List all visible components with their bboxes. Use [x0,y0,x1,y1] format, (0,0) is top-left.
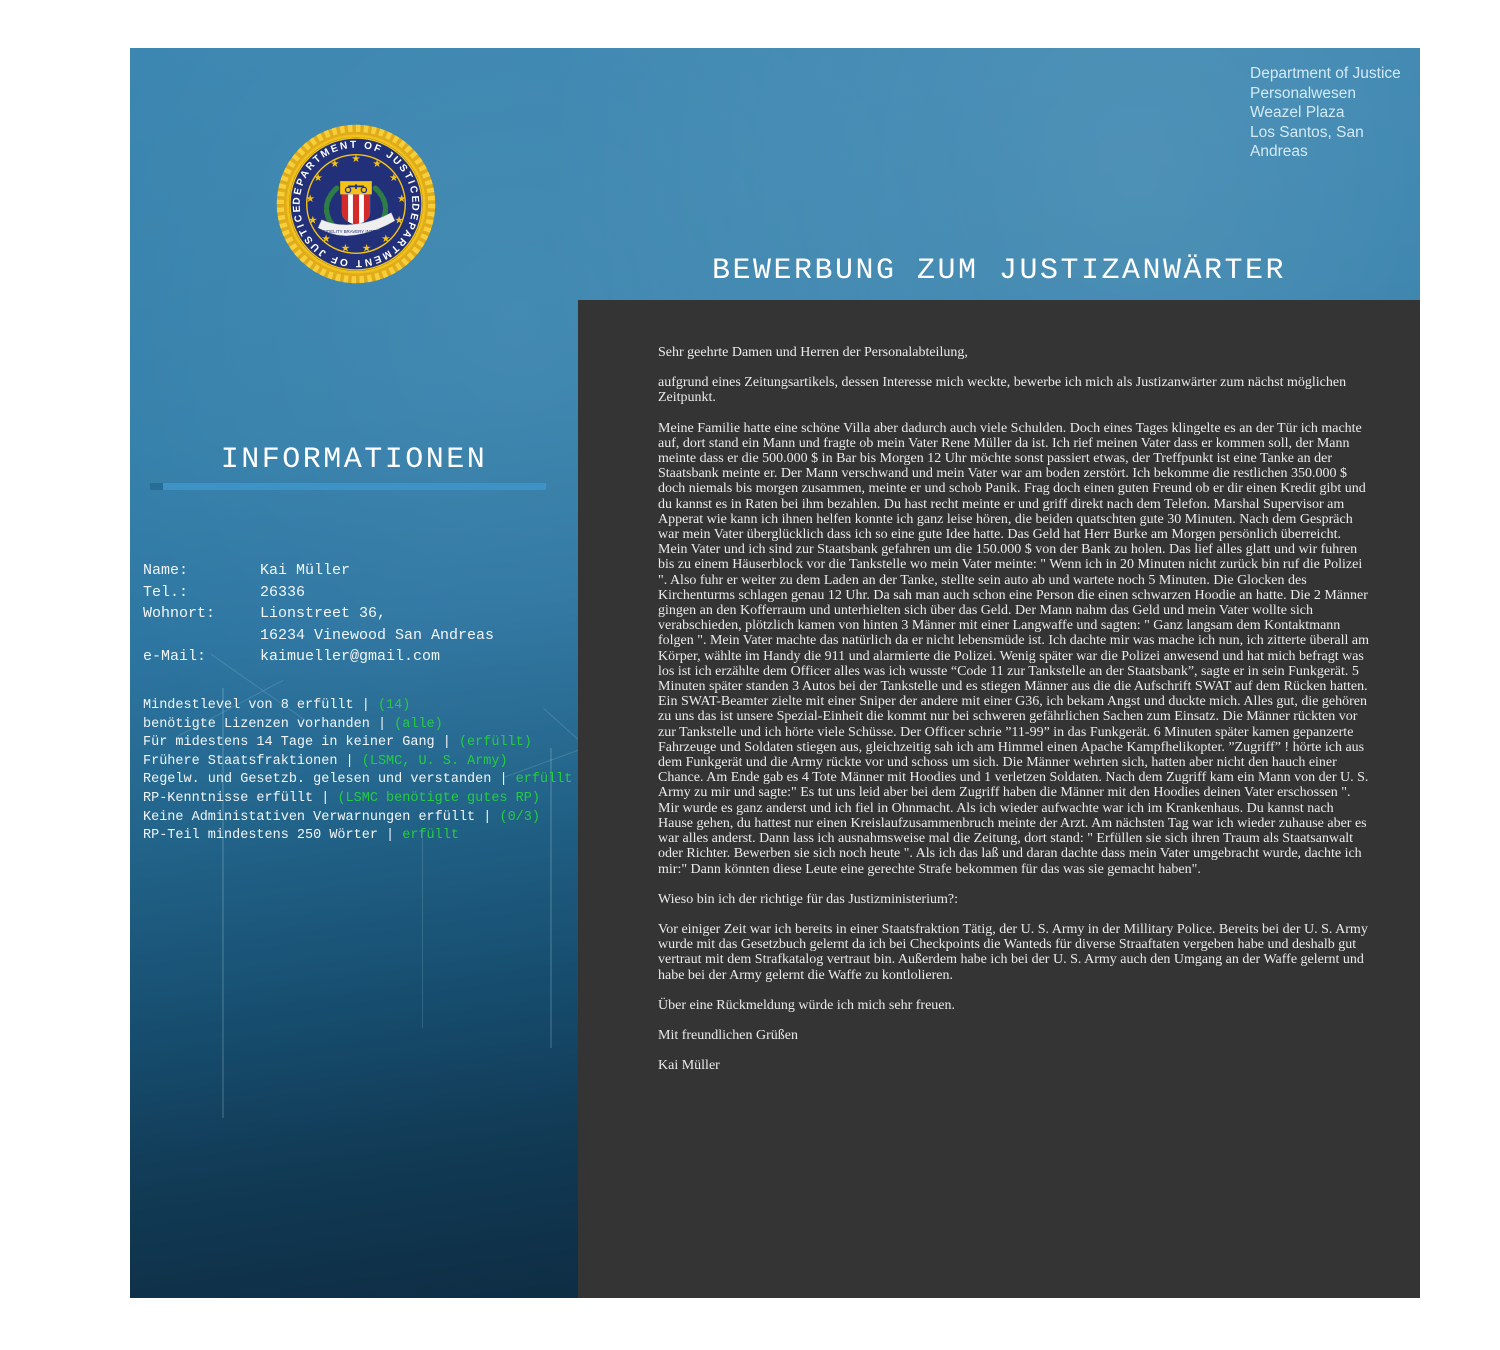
letter-question: Wieso bin ich der richtige für das Justizministerium?: [658,891,958,907]
svg-text:★: ★ [340,242,351,255]
checklist-item-status: (LSMC benötigte gutes RP) [337,790,540,806]
svg-text:DEPARTMENT OF JUSTICE: DEPARTMENT OF JUSTICE [291,139,421,206]
requirements-checklist [143,697,583,846]
checklist-item-text: Mindestlevel von 8 erfüllt | [143,698,378,713]
svg-text:★: ★ [397,193,407,206]
svg-text:★: ★ [389,172,399,185]
application-letter-panel [578,300,1420,1298]
checklist-item [143,827,583,846]
svg-text:★: ★ [308,214,318,227]
field-wohnort [143,603,573,625]
field-label: Tel.: [143,583,189,601]
sidebar-title-underline [150,483,546,490]
field-label [143,625,260,647]
checklist-item-text: Keine Administativen Verwarnungen erfüllt | [143,809,500,825]
doj-seal-logo [268,116,444,292]
checklist-item-status: (erfüllt) [458,735,532,751]
checklist-item [143,697,583,716]
letterhead-address [1250,64,1420,162]
letterhead-line: Department of Justice [1250,65,1401,82]
checklist-item [143,790,583,809]
checklist-item [143,753,583,772]
svg-text:★: ★ [313,172,323,185]
field-tel [143,582,573,604]
letter-salutation: Sehr geehrte Damen und Herren der Personalabteilung, [658,345,968,360]
application-card [130,48,1420,1298]
svg-text:DEPARTMENT OF JUSTICE: DEPARTMENT OF JUSTICE [291,202,421,269]
sidebar-title: INFORMATIONEN [220,443,488,477]
checklist-item-text: Regelw. und Gesetzb. gelesen und verstanden | [143,772,516,788]
seal-motto: FIDELITY BRAVERY INTEGRITY [323,229,389,235]
field-email [143,646,573,668]
checklist-item-text: Frühere Staatsfraktionen | [143,753,362,769]
field-value: kaimueller@gmail.com [260,648,441,665]
checklist-item-status: erfüllt [402,828,459,844]
field-label: Name: [143,562,189,579]
checklist-item-status: (14) [377,698,411,713]
letter-closing: Mit freundlichen Grüßen [658,1027,798,1043]
checklist-item-status: (0/3) [499,809,540,825]
field-value: Kai Müller [260,562,351,579]
checklist-item-text: benötigte Lizenzen vorhanden | [143,716,395,732]
letter-intro: aufgrund eines Zeitungsartikels, dessen Interesse mich weckte, bewerbe ich mich als Justizanwärter zum nächst möglichen Zeitpunkt. [658,375,1347,406]
checklist-item-text: RP-Kenntnisse erfüllt | [143,790,338,806]
letter-signature: Kai Müller [658,1058,720,1074]
svg-text:★: ★ [351,152,361,165]
svg-text:★: ★ [394,214,404,227]
letterhead-line: Los Santos, San Andreas [1250,123,1364,160]
svg-text:★: ★ [305,193,315,206]
svg-text:★: ★ [330,158,340,171]
letter-feedback-request: Über eine Rückmeldung würde ich mich sehr freuen. [658,997,956,1013]
svg-text:★: ★ [372,158,382,171]
field-value: 16234 Vinewood San Andreas [260,626,495,644]
letterhead-line: Weazel Plaza [1250,104,1345,121]
checklist-item-status: (LSMC, U. S. Army) [361,753,508,769]
page-title: BEWERBUNG ZUM JUSTIZANWÄRTER [711,254,1287,288]
checklist-item-text: Für midestens 14 Tage in keiner Gang | [143,735,459,751]
svg-text:★: ★ [381,232,391,245]
field-value: 26336 [260,583,306,601]
field-label: Wohnort: [143,605,216,622]
field-value: Lionstreet 36, [260,605,387,622]
checklist-item-status: erfüllt [515,772,573,788]
letterhead-line: Personalwesen [1250,84,1356,102]
wind-turbine-graphic [422,828,423,1028]
checklist-item [143,809,583,828]
svg-text:★: ★ [321,232,331,245]
checklist-item-text: RP-Teil mindestens 250 Wörter | [143,828,403,844]
checklist-item [143,771,583,790]
letter-qualifications: Vor einiger Zeit war ich bereits in einer Staatsfraktion Tätig, der U. S. Army in der Millitary Police. Bereits bei der U. S. Army wurde mit das Gesetzbuch gelernt da ich bei Checkpoints die Wanteds für diverse Straaftaten vergeben habe und deshalb gut vertraut mit dem Strafkatalog vertraut bin. Außerdem habe ich bei der U. S. Army auch den Umgang an der Waffe gelernt und habe bei der Army gelernt die Waffe zu kontlolieren. [658,921,1368,983]
checklist-item-status: (alle) [394,716,443,732]
field-label: e-Mail: [143,648,207,665]
checklist-item [143,716,583,735]
checklist-item [143,734,583,753]
field-wohnort-line2 [143,625,573,647]
field-name [143,560,573,582]
doj-seal-icon [268,116,444,292]
svg-text:★: ★ [361,242,372,255]
applicant-info-fields [143,560,573,668]
letter-story: Meine Familie hatte eine schöne Villa aber dadurch auch viele Schulden. Doch eines Tages klingelte es an der Tür ich machte auf, dort stand ein Mann und fragte ob mein Vater Rene Müller da ist. Ich rief meinen Vater dass er kommen soll, der Mann meinte dass er die 500.000 $ in Bar bis Morgen 12 Uhr möchte sonst passiert etwas, der Treffpunkt ist eine Tanke an der Staatsbank meinte er. Der Mann verschwand und mein Vater war am boden zerstört. Ich bekomme die restlichen 350.000 $ doch niemals bis morgen zusammen, meinte er und schob Panik. Frag doch einen guten Freund ob er dir einen Kredit gibt und du kannst es in Raten bei ihm bezahlen. Du hast recht meinte er und griff direkt nach dem Telefon. Marshal Supervisor am Apperat wie kann ich ihnen helfen konnte ich ganz leise hören, die beiden quatschten gute 30 Minuten. Nach dem Gespräch war mein Vater überglücklich dass ich so eine gute Idee hatte. Das Geld hat Herr Burke am Morgen persönlich überreicht. Mein Vater und ich sind zur Staatsbank gefahren um die 150.000 $ von der Bank zu holen. Das lief alles glatt und wir fuhren bis zu einem Häuserblock vor die Tankstelle wo mein Vater meinte: " Wenn ich in 20 Minuten nicht zurück bin ruf die Polizei ". Also fuhr er weiter zu dem Laden an der Tanke, stellte sein auto ab und wartete noch 5 Minuten. Die Glocken des Kirchenturms schlagen genau 12 Uhr. Da sah man auch schon eine Person die einen schwarzen Hoodie an hatte. Die 2 Männer gingen an den Kofferraum und unterhielten sich über das Geld. Der Mann nahm das Geld und mein Vater wollte sich verabschieden, plötzlich kamen von hinten 3 Männer mit einer Langwaffe und sagten: " Ganz langsam dem Kontaktmann folgen ". Mein Vater machte das natürlich da er nicht lebensmüde ist. Ich dachte mir was mache ich nun, ich zitterte überall am Körper, wählte im Handy die 911 und alarmierte die Polizei. Wenig später war die Polizei anwesend und hat mich befragt was los ist ich erzählte dem Officer alles was ich wusste “Code 11 zur Tankstelle an der Staatsbank”, sagte er in sein Funkgerät. 5 Minuten später standen 3 Autos bei der Tankstelle und es stiegen Männer aus die die Aufschrift SWAT auf dem Rücken hatten. Ein SWAT-Beamter zielte mit einer Sniper der andere mit einer G36, ich bekam Angst und duckte mich. Alles gut, die gehören zu uns das ist unsere Spezial-Einheit die kommt nur bei schweren gefährlichen Sachen zum Einsatz. Die Männer rückten vor zur Tankstelle und ich hörte viele Schüsse. Der Officer schrie ”11-99” in das Funkgerät. 6 Minuten später kamen gepanzerte Fahrzeuge und Soldaten stiegen aus, gleichzeitig sah ich am Himmel einen Apache Kampfhelikopter. ”Zugriff” ! hörte ich aus dem Funkgerät und die Army rückte vor und schoss um sich. Die Männer wehrten sich, hatten aber nicht den hauch einer Chance. Am Ende gab es 4 Tote Männer mit Hoodies und 1 verletzen Soldaten. Nach dem Zugriff kam ein Mann von der U. S. Army zu mir und sagte:" Es tut uns leid aber bei dem Zugriff haben die Männer mit den Hoodies deinen Vater erschossen ". Mir wurde es ganz anderst und ich fiel in Ohnmacht. Als ich wieder aufwachte war ich im Krankenhaus. Du kannst nach Hause gehen, du hattest nur einen Kreislaufzusammenbruch meinte der Arzt. Am nächsten Tag war ich wieder zuhause aber es war alles anderst. Dann lass ich ausnahmsweise mal die Zeitung, dort stand: " Erfüllen sie sich ihren Traum als Staatsanwalt oder Richter. Bewerben sie sich noch heute ". Als ich das laß und daran dachte dass mein Vater umgebracht wurde, dachte ich mir:" Dann könnten diese Leute eine gerechte Strafe bekommen für das was sie gemacht haben". [658,420,1370,877]
